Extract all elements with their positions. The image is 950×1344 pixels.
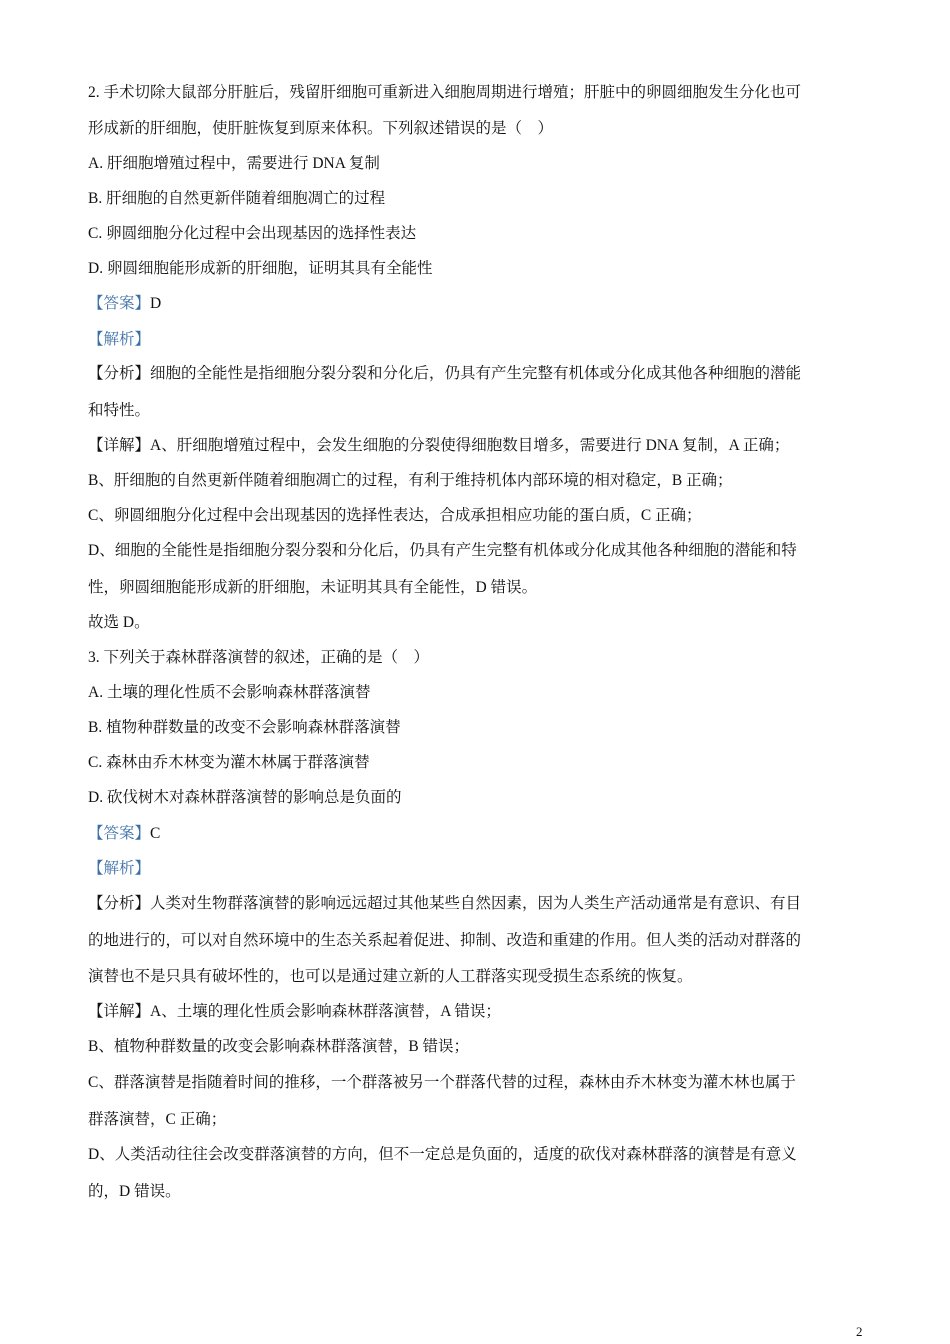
question-3-xiangjie-line-2: B、植物种群数量的改变会影响森林群落演替，B 错误； xyxy=(88,1038,470,1055)
question-3-option-c: C. 森林由乔木林变为灌木林属于群落演替 xyxy=(88,754,370,771)
question-3-xiangjie-line-5: D、人类活动往往会改变群落演替的方向，但不一定总是负面的，适度的砍伐对森林群落的演替是有意义 xyxy=(88,1146,797,1163)
question-2-fenxi-line-2: 和特性。 xyxy=(88,402,151,419)
question-3-xiangjie-line-4: 群落演替，C 正确； xyxy=(88,1111,227,1128)
question-2-answer xyxy=(88,294,161,314)
question-3-fenxi-line-2: 的地进行的，可以对自然环境中的生态关系起着促进、抑制、改造和重建的作用。但人类的活动对群落的 xyxy=(88,932,802,949)
question-2-conclusion: 故选 D。 xyxy=(88,614,150,631)
question-2-xiangjie-line-1 xyxy=(88,436,789,456)
question-2-option-c: C. 卵圆细胞分化过程中会出现基因的选择性表达 xyxy=(88,225,417,242)
question-3-answer xyxy=(88,824,160,844)
question-2-stem-line-2: 形成新的肝细胞，使肝脏恢复到原来体积。下列叙述错误的是（ ） xyxy=(88,120,554,137)
question-3-option-d: D. 砍伐树木对森林群落演替的影响总是负面的 xyxy=(88,789,402,806)
xiangjie-label: 【详解】 xyxy=(88,1003,151,1020)
fenxi-label: 【分析】 xyxy=(88,365,151,382)
question-3-xiangjie-line-1 xyxy=(88,1002,501,1022)
question-2-xiangjie-line-3: C、卵圆细胞分化过程中会出现基因的选择性表达，合成承担相应功能的蛋白质，C 正确； xyxy=(88,507,702,524)
fenxi-text: 细胞的全能性是指细胞分裂分裂和分化后，仍具有产生完整有机体或分化成其他各种细胞的潜能 xyxy=(150,365,802,382)
question-3-option-a: A. 土壤的理化性质不会影响森林群落演替 xyxy=(88,684,371,701)
question-3-fenxi-line-1 xyxy=(88,894,801,914)
xiangjie-text: A、土壤的理化性质会影响森林群落演替，A 错误； xyxy=(150,1003,501,1020)
question-2-stem-line-1: 2. 手术切除大鼠部分肝脏后，残留肝细胞可重新进入细胞周期进行增殖；肝脏中的卵圆细胞发生分化也可 xyxy=(88,84,802,101)
question-2-xiangjie-line-2: B、肝细胞的自然更新伴随着细胞凋亡的过程，有利于维持机体内部环境的相对稳定，B 正确； xyxy=(88,472,733,489)
answer-label: 【答案】 xyxy=(88,295,151,312)
question-2-option-d: D. 卵圆细胞能形成新的肝细胞，证明其具有全能性 xyxy=(88,260,433,277)
question-2-option-a: A. 肝细胞增殖过程中，需要进行 DNA 复制 xyxy=(88,155,380,172)
question-3-fenxi-line-3: 演替也不是只具有破坏性的，也可以是通过建立新的人工群落实现受损生态系统的恢复。 xyxy=(88,968,693,985)
page-number: 2 xyxy=(856,1324,863,1339)
answer-value: C xyxy=(150,825,161,842)
fenxi-text: 人类对生物群落演替的影响远远超过其他某些自然因素，因为人类生产活动通常是有意识、有目 xyxy=(150,895,802,912)
fenxi-label: 【分析】 xyxy=(88,895,151,912)
question-2-option-b: B. 肝细胞的自然更新伴随着细胞凋亡的过程 xyxy=(88,190,386,207)
question-3-stem: 3. 下列关于森林群落演替的叙述，正确的是（ ） xyxy=(88,649,430,666)
question-2-fenxi-line-1 xyxy=(88,364,801,384)
question-3-analysis-label: 【解析】 xyxy=(88,860,151,877)
xiangjie-text: A、肝细胞增殖过程中，会发生细胞的分裂使得细胞数目增多，需要进行 DNA 复制，A 正确； xyxy=(150,437,790,454)
question-3-xiangjie-line-3: C、群落演替是指随着时间的推移，一个群落被另一个群落代替的过程，森林由乔木林变为灌木林也属于 xyxy=(88,1074,796,1091)
question-2-analysis-label: 【解析】 xyxy=(88,331,151,348)
question-2-xiangjie-line-5: 性，卵圆细胞能形成新的肝细胞，未证明其具有全能性，D 错误。 xyxy=(88,579,538,596)
answer-label: 【答案】 xyxy=(88,825,151,842)
question-3-option-b: B. 植物种群数量的改变不会影响森林群落演替 xyxy=(88,719,401,736)
question-2-xiangjie-line-4: D、细胞的全能性是指细胞分裂分裂和分化后，仍具有产生完整有机体或分化成其他各种细胞的潜能和特 xyxy=(88,542,797,559)
xiangjie-label: 【详解】 xyxy=(88,437,151,454)
answer-value: D xyxy=(150,295,162,312)
question-3-xiangjie-line-6: 的，D 错误。 xyxy=(88,1183,181,1200)
